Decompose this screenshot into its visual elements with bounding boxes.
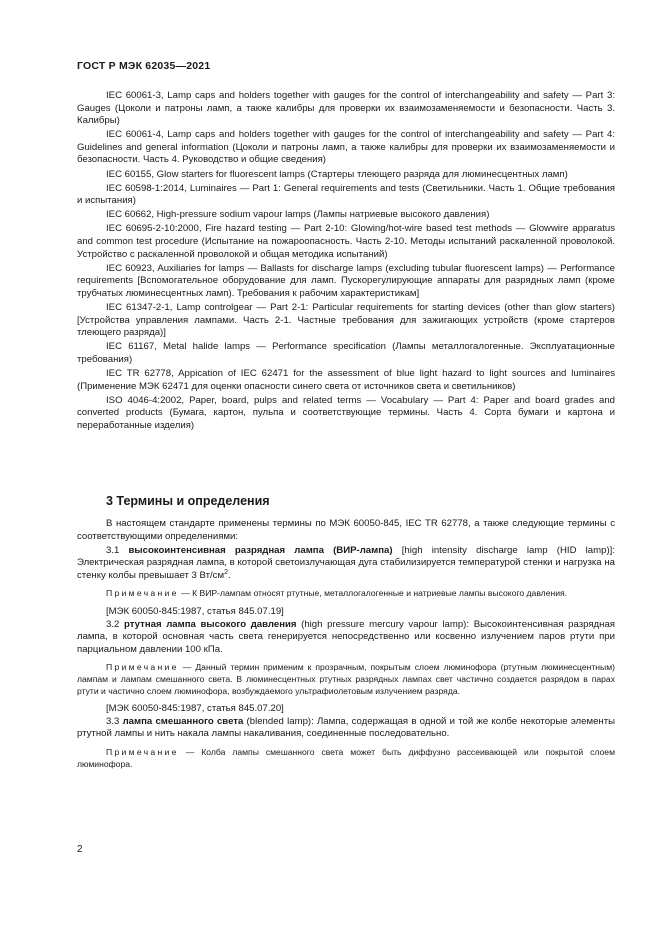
reference-item: IEC 60155, Glow starters for fluorescent lamps (Стартеры тлеющего разряда для люминесцентных ламп) [106,168,568,180]
term-definition-text: (high pressure mercury vapour lamp): Высокоинтенсивная разрядная лампа, в которой основная часть света генерируется непосредственно или косвенно излучением паров ртути при парциальном давлении 100 кПа. [77,618,615,655]
term-definition-text: (blended lamp): Лампа, содержащая в одной и той же колбе некоторые элементы ртутной лампы и нить накала лампы накаливания, соединенные последовательно. [77,715,615,740]
term-definition [77,545,615,583]
source-citation: [МЭК 60050-845:1987, статья 845.07.19] [106,606,284,618]
note-text: — К ВИР-лампам относят ртутные, металлогалогенные и натриевые лампы высокого давления. [178,588,568,599]
page-number: 2 [77,844,83,855]
term-name: высокоинтенсивная разрядная лампа (ВИР-лампа) [128,544,393,556]
term-name: лампа смешанного света [122,715,244,727]
reference-item: IEC 60923, Auxiliaries for lamps — Ballasts for discharge lamps (excluding tubular fluorescent lamps) — Performance requirements [Вспомогательное оборудование для ламп. Пускорегулирующие аппараты для разрядных ламп (кроме трубчатых люминесцентных ламп). Требования к рабочим характеристикам] [77,262,615,299]
note-text: — Данный термин применим к прозрачным, покрытым слоем люминофора (ртутным люминесцентным) лампам и лампам смешанного света. В люминесцентных ртутных разрядных лампах свет частично создается разрядом в парах ртути и частично слоем люминофора, возбуждаемого ультрафиолетовым излучением разряда. [77,662,615,696]
note-text: — Колба лампы смешанного света может быть диффузно рассеивающей или покрытой слоем люминофора. [77,747,615,769]
superscript: 2 [224,568,228,576]
reference-item: IEC 60598-1:2014, Luminaires — Part 1: General requirements and tests (Светильники. Часть 1. Общие требования и испытания) [77,182,615,207]
term-definition-text: [high intensity discharge lamp (HID lamp)]: Электрическая разрядная лампа, в которой светоизлучающая дуга стабилизируется температурой стенки и нагрузка на стенку колбы превышает 3 Вт/см [77,544,615,581]
note [77,588,615,600]
section-title: 3 Термины и определения [106,494,270,508]
reference-item: IEC TR 62778, Appication of IEC 62471 for the assessment of blue light hazard to light sources and luminaires (Применение МЭК 62471 для оценки опасности синего света от источников света и светильников) [77,367,615,392]
reference-item: IEC 61347-2-1, Lamp controlgear — Part 2-1: Particular requirements for starting devices (other than glow starters) [Устройства управления лампами. Часть 2-1. Частные требования для зажигающих устройств (кроме стартеров тлеющего разряда)] [77,302,615,339]
term-number: 3.3 [106,715,120,727]
term-definition [77,716,615,741]
note [77,662,615,697]
note [77,747,615,770]
reference-item: ISO 4046-4:2002, Paper, board, pulps and related terms — Vocabulary — Part 4: Paper and board grades and converted products (Бумага, картон, пульпа и соответствующие термины. Часть 4. Сорта бумаги и картона и переработанные изделия) [77,394,615,431]
term-number: 3.1 [106,544,120,556]
normative-references-list [77,90,615,434]
reference-item: IEC 60695-2-10:2000, Fire hazard testing — Part 2-10: Glowing/hot-wire based test methods — Glowwire apparatus and common test procedure (Испытание на пожароопасность. Часть 2-10. Методы испытаний раскаленной проволокой. Устройство с раскаленной проволокой и общая методика испытаний) [77,223,615,260]
term-name: ртутная лампа высокого давления [124,618,297,630]
section-intro: В настоящем стандарте применены термины по МЭК 60050-845, IEC TR 62778, а также следующие термины с соответствующими определениями: [77,518,615,542]
reference-item: IEC 61167, Metal halide lamps — Performance specification (Лампы металлогалогенные. Эксплуатационные требования) [77,341,615,365]
term-definition [77,619,615,657]
note-label: Примечание [106,662,179,673]
reference-item: IEC 60061-3, Lamp caps and holders together with gauges for the control of interchangeability and safety — Part 3: Gauges (Цоколи и патроны ламп, а также калибры для проверки их взаимозаменяемости и безопасности. Часть 3. Калибры) [77,90,615,127]
note-label: Примечание [106,747,179,757]
note-label: Примечание [106,588,179,599]
term-definition-end: . [227,569,231,581]
document-header: ГОСТ Р МЭК 62035—2021 [77,60,211,72]
reference-item: IEC 60662, High-pressure sodium vapour lamps (Лампы натриевые высокого давления) [106,209,490,221]
source-citation: [МЭК 60050-845:1987, статья 845.07.20] [106,703,284,715]
term-number: 3.2 [106,618,120,630]
reference-item: IEC 60061-4, Lamp caps and holders together with gauges for the control of interchangeability and safety — Part 4: Guidelines and general information (Цоколи и патроны ламп, а также калибры для проверки их взаимозаменяемости и безопасности. Часть 4. Руководство и общие сведения) [77,129,615,166]
section-body [77,518,615,776]
